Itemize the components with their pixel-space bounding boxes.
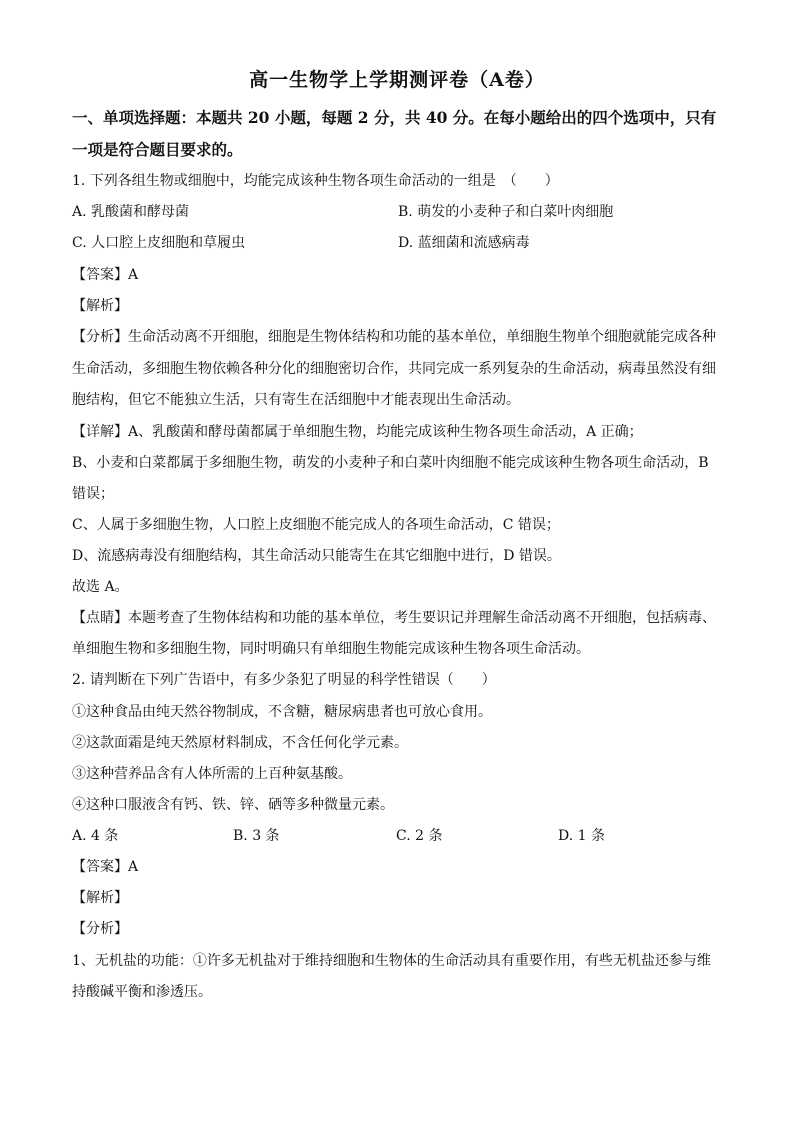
q2-fenxi-label: 【分析】 [72, 921, 128, 937]
q2-statement-4: ④这种口服液含有钙、铁、锌、硒等多种微量元素。 [72, 797, 394, 813]
q2-option-c: C. 2 条 [396, 828, 443, 844]
q2-option-d: D. 1 条 [558, 828, 605, 844]
q1-option-a: A. 乳酸菌和酵母菌 [72, 204, 190, 220]
q2-option-a: A. 4 条 [72, 828, 119, 844]
q2-stem: 2. 请判断在下列广告语中，有多少条犯了明显的科学性错误（ ） [72, 672, 496, 688]
q2-statement-1: ①这种食品由纯天然谷物制成，不含糖，糖尿病患者也可放心食用。 [72, 704, 492, 720]
q1-xiangjie-line-1: 【详解】A、乳酸菌和酵母菌都属于单细胞生物，均能完成该种生物各项生命活动，A 正确； [72, 424, 643, 440]
section-heading-line-2: 一项是符合题目要求的。 [72, 140, 243, 159]
page-title: 高一生物学上学期测评卷（A卷） [249, 69, 545, 91]
q1-dianjing-line-2: 单细胞生物和多细胞生物，同时明确只有单细胞生物能完成该种生物各项生命活动。 [72, 641, 590, 657]
q2-analysis-label: 【解析】 [72, 890, 128, 906]
q1-answer: 【答案】A [72, 267, 139, 283]
q2-point1-line-1: 1、无机盐的功能：①许多无机盐对于维持细胞和生物体的生命活动具有重要作用，有些无机盐还参与维 [72, 953, 711, 969]
q1-xiangjie-line-3: 错误； [72, 486, 114, 502]
q1-fenxi-line-2: 生命活动，多细胞生物依赖各种分化的细胞密切合作，共同完成一系列复杂的生命活动，病毒虽然没有细 [72, 361, 716, 377]
q1-option-b: B. 萌发的小麦种子和白菜叶肉细胞 [398, 204, 614, 220]
section-heading-line-1: 一、单项选择题：本题共 20 小题，每题 2 分，共 40 分。在每小题给出的四个选项中，只有 [72, 108, 717, 127]
q1-stem: 1. 下列各组生物或细胞中，均能完成该种生物各项生命活动的一组是 （ ） [72, 173, 559, 189]
q1-dianjing-line-1: 【点睛】本题考查了生物体结构和功能的基本单位，考生要识记并理解生命活动离不开细胞，包括病毒、 [72, 610, 716, 626]
q1-option-d: D. 蓝细菌和流感病毒 [398, 235, 530, 251]
q1-xiangjie-line-6: 故选 A。 [72, 579, 129, 595]
q1-analysis-label: 【解析】 [72, 298, 128, 314]
q1-option-c: C. 人口腔上皮细胞和草履虫 [72, 235, 246, 251]
q2-statement-3: ③这种营养品含有人体所需的上百种氨基酸。 [72, 766, 352, 782]
q2-option-b: B. 3 条 [233, 828, 280, 844]
q1-fenxi-line-3: 胞结构，但它不能独立生活，只有寄生在活细胞中才能表现出生命活动。 [72, 392, 520, 408]
q1-xiangjie-line-2: B、小麦和白菜都属于多细胞生物，萌发的小麦种子和白菜叶肉细胞不能完成该种生物各项生命活动，B [72, 455, 709, 471]
q2-point1-line-2: 持酸碱平衡和渗透压。 [72, 984, 212, 1000]
q1-xiangjie-line-4: C、人属于多细胞生物，人口腔上皮细胞不能完成人的各项生命活动，C 错误； [72, 517, 560, 533]
q1-xiangjie-line-5: D、流感病毒没有细胞结构，其生命活动只能寄生在其它细胞中进行，D 错误。 [72, 548, 561, 564]
q2-answer: 【答案】A [72, 859, 139, 875]
q2-statement-2: ②这款面霜是纯天然原材料制成，不含任何化学元素。 [72, 735, 408, 751]
q1-fenxi-line-1: 【分析】生命活动离不开细胞，细胞是生物体结构和功能的基本单位，单细胞生物单个细胞就能完成各种 [72, 329, 716, 345]
